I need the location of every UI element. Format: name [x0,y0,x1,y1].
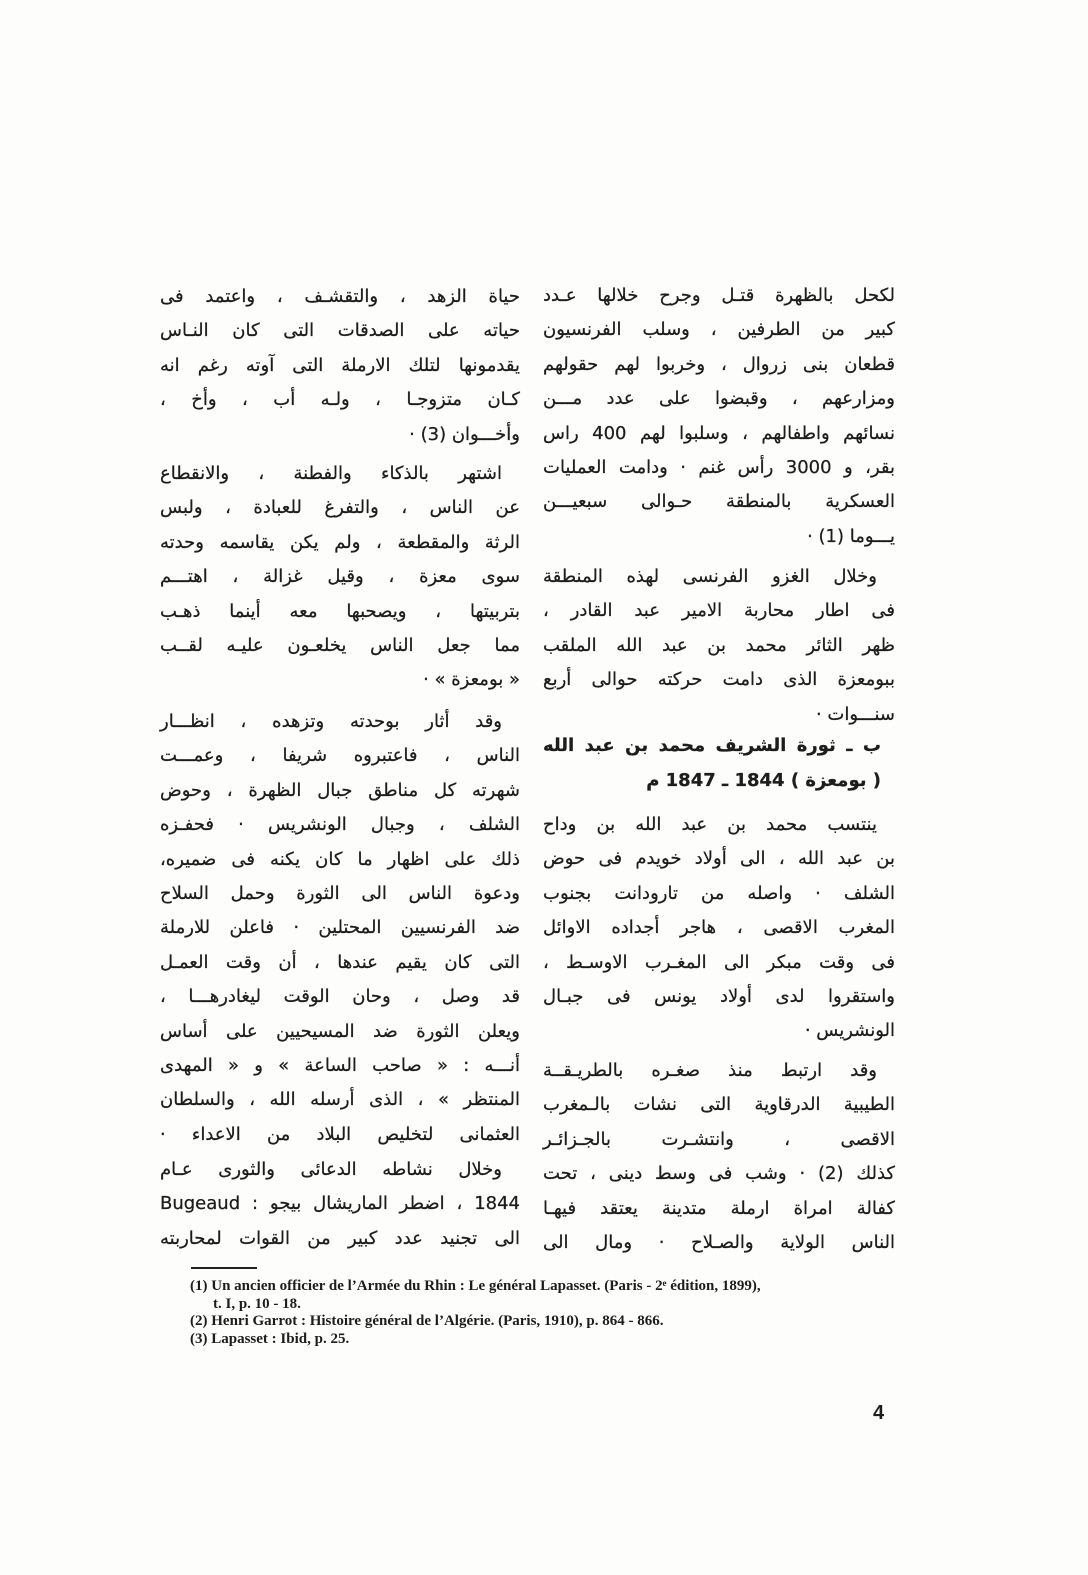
text-line: قد وصل ، وحان الوقت ليغادرهـــا ، [160,986,520,1008]
footnote-marker: (3) [190,1330,208,1347]
text-line: واستقروا لدى أولاد يونس فى جبـال [543,985,895,1007]
text-line: عن الناس ، والتفرغ للعبادة ، ولبس [160,497,520,519]
text-line: وقد أثار بوحدته وتزهده ، انظـــار [160,711,502,732]
text-line: كذلك (2) · وشب فى وسط دينى ، تحت [543,1163,895,1185]
paragraph [160,1153,520,1256]
footnote-marker: (2) [190,1313,208,1330]
paragraph [160,705,520,1152]
text-line: الاقصى ، وانتشـرت بالجـزائـر [543,1128,895,1150]
text-line: وخلال نشاطه الدعائى والثورى عـام [160,1159,502,1180]
text-line: أنـــه : « صاحب الساعة » و « المهدى [160,1054,520,1076]
text-line: مما جعل الناس يخلعـون عليـه لقــب [160,634,520,656]
text-line: العسكرية بالمنطقة حـوالى سبعيـــن [543,491,895,513]
text-line: سنـــوات · [815,703,895,725]
footnote-separator [191,1267,257,1269]
text-line: كـان متزوجـا ، ولـه أب ، وأخ ، [160,389,520,411]
text-line: اشتهر بالذكاء والفطنة ، والانقطاع [160,463,502,484]
text-line: « بومعزة » · [423,669,520,691]
text-line: الونشريس · [804,1020,895,1042]
text-line: وقد ارتبط منذ صغـره بالطريـقــة [543,1060,877,1081]
text-line: التى كان يقيم عندها ، أن وقت العمـل [160,951,520,973]
text-line: نسائهم واطفالهم ، وسلبوا لهم 400 راس [543,422,895,444]
text-line: وخلال الغزو الفرنسى لهذه المنطقة [543,566,877,587]
text-line: 1844 ، اضطر الماريشال بيجو : Bugeaud [160,1193,520,1215]
text-line: لكحل بالظهرة قتـل وجرح خلالها عـدد [543,285,895,306]
text-line: الى تجنيد عدد كبير من القوات لمحاربته [160,1227,520,1249]
text-line: حياة الزهد ، والتقشـف ، واعتمد فى [160,286,520,307]
paragraph [543,560,895,732]
page-number: 4 [873,1402,885,1424]
footnote-text: Lapasset : Ibid, p. 25. [211,1330,350,1347]
left-column [160,0,520,1260]
footnote [190,1313,895,1331]
text-line: بقر، و 3000 رأس غنم · ودامت العمليات [543,456,895,478]
text-line: حياته على الصدقات التى كان النـاس [160,320,520,342]
text-line: ويعلن الثورة ضد المسيحيين على أساس [160,1020,520,1042]
text-line: كبير من الطرفين ، وسلب الفرنسيون [543,319,895,341]
footnote-text: Un ancien officier de l’Armée du Rhin : Le général Lapasset. (Paris - 2ᵉ édition, 1899), [211,1278,761,1294]
text-line: قطعان بنى زروال ، وخربوا لهم حقولهم [543,353,895,375]
text-line: ذلك على اظهار ما كان يكنه فى ضميره، [160,848,520,870]
text-line: ببومعزة الذى دامت حركته حوالى أربع [543,669,895,691]
footnotes [190,1278,895,1348]
text-line: العثمانى لتخليص البلاد من الاعداء · [160,1123,520,1145]
paragraph [160,280,520,452]
text-line: شهرته كل مناطق جبال الظهرة ، وحوض [160,779,520,801]
text-line: يقدمونها لتلك الارملة التى آوته رغم انه [160,354,520,376]
text-line: ودعوة الناس الى الثورة وحمل السلاح [160,882,520,904]
text-line: الناس الولاية والصـلاح · ومال الى [543,1231,895,1253]
paragraph [160,457,520,698]
text-line: بتربيتها ، ويصحبها معه أينما ذهـب [160,600,520,622]
footnote-continuation: t. I, p. 10 - 18. [213,1295,301,1312]
text-line: وأخـــوان (3) · [409,423,520,445]
text-line: سوى معزة ، وقيل غزالة ، اهتـــم [160,566,520,588]
footnote [190,1331,895,1349]
heading-line: ب ـ ثورة الشريف محمد بن عبد الله [543,735,881,756]
right-column [543,0,895,1260]
text-line: فى اطار محاربة الامير عبد القادر ، [543,600,895,622]
text-line: الرثة والمقطعة ، ولم يكن يقاسمه وحدته [160,531,520,553]
text-line: الطيبية الدرقاوية التى نشات بالـمغرب [543,1094,895,1116]
text-line: بن عبد الله ، الى أولاد خويدم فى حوض [543,848,895,870]
heading-line: ( بومعزة ) 1844 ـ 1847 م [646,770,881,791]
text-line: الشلف · واصله من تارودانت بجنوب [543,882,895,904]
text-line: المغرب الاقصى ، هاجر أجداده الاوائل [543,917,895,939]
paragraph [543,1054,895,1260]
text-line: المنتظر » ، الذى أرسله الله ، والسلطان [160,1089,520,1111]
text-line: الناس ، فاعتبروه شريفا ، وعمـــت [160,745,520,767]
text-line: الشلف ، وجبال الونشريس · فحفـزه [160,814,520,836]
text-line: ينتسب محمد بن عبد الله بن وداح [543,814,877,835]
footnote-text: Henri Garrot : Histoire général de l’Algérie. (Paris, 1910), p. 864 - 866. [211,1313,664,1330]
text-line: فى وقت مبكر الى المغـرب الاوسـط ، [543,951,895,973]
text-line: كفالة امراة ارملة متدينة يعتقد فيهـا [543,1197,895,1219]
text-line: ضد الفرنسيين المحتلين · فاعلن للارملة [160,917,520,939]
paragraph [543,808,895,1049]
text-line: يـــوما (1) · [807,525,895,547]
footnote [190,1278,895,1296]
footnote-marker: (1) [190,1278,208,1294]
paragraph [543,279,895,554]
section-heading [543,728,895,798]
text-line: ظهر الثائر محمد بن عبد الله الملقب [543,634,895,656]
text-line: ومزارعهم ، وقبضوا على عدد مـــن [543,388,895,410]
